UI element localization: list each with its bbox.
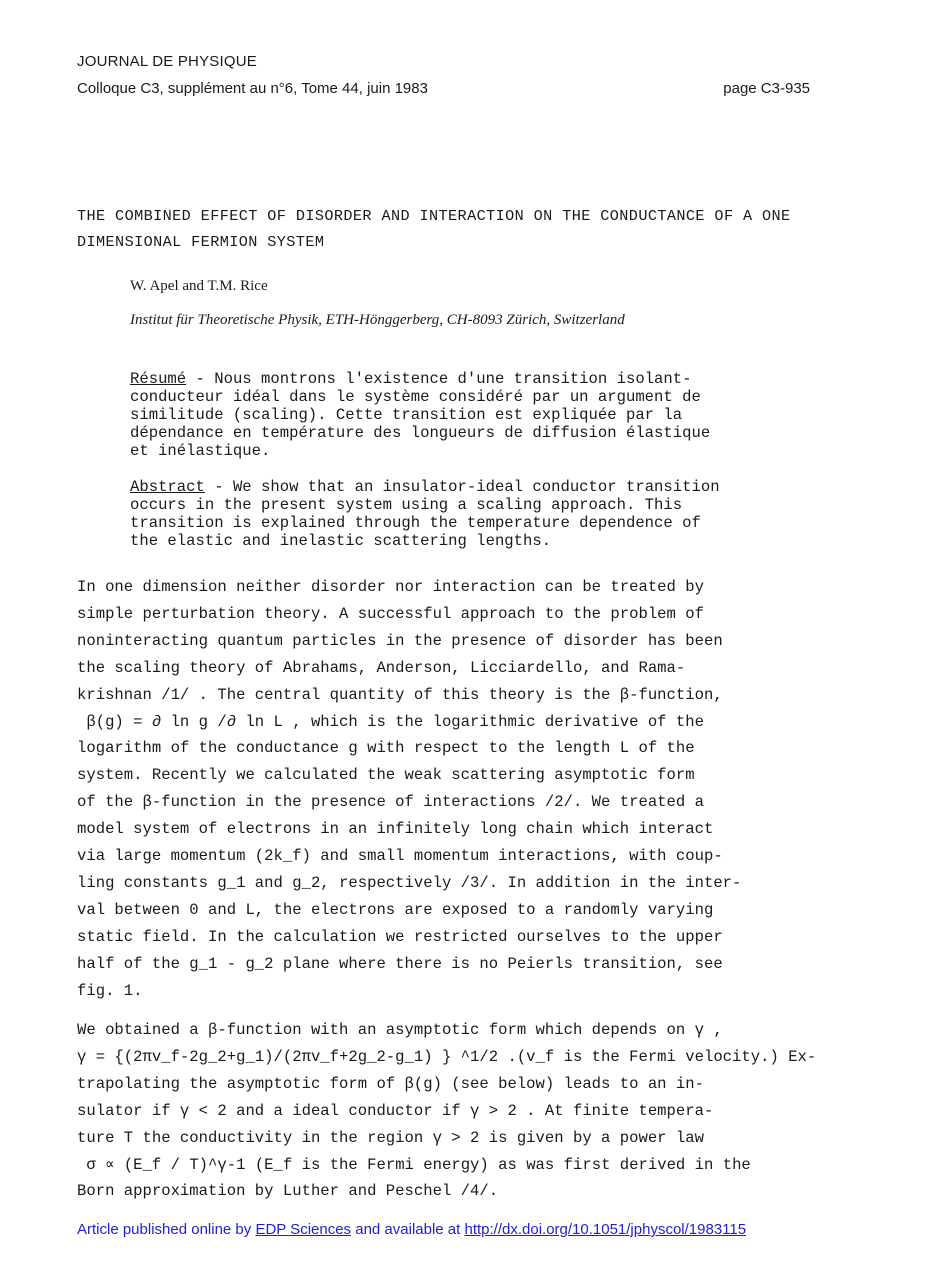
abstract-block [130, 478, 830, 550]
publisher-link[interactable]: EDP Sciences [255, 1221, 352, 1238]
affiliation: Institut für Theoretische Physik, ETH-Hönggerberg, CH-8093 Zürich, Switzerland [130, 312, 625, 328]
abstract-text: - We show that an insulator-ideal conductor transition occurs in the present system using a scaling approach. This transition is explained through the temperature dependence of the elastic and inelastic scattering lengths. [130, 478, 720, 550]
journal-name: JOURNAL DE PHYSIQUE [77, 53, 257, 70]
authors: W. Apel and T.M. Rice [130, 278, 268, 294]
paper-title: THE COMBINED EFFECT OF DISORDER AND INTERACTION ON THE CONDUCTANCE OF A ONE DIMENSIONAL FERMION SYSTEM [77, 207, 791, 251]
body-paragraph-1: In one dimension neither disorder nor interaction can be treated by simple perturbation theory. A successful approach to the problem of noninteracting quantum particles in the presence of disorder has been the scaling theory of Abrahams, Anderson, Licciardello, and Rama- krishnan /1/ . The central quantity of this theory is the β-function, β(g) = ∂ ln g /∂ ln L , which is the logarithmic derivative of the logarithm of the conductance g with respect to the length L of the system. Recently we calculated the weak scattering asymptotic form of the β-function in the presence of interactions /2/. We treated a model system of electrons in an infinitely long chain which interact via large momentum (2k_f) and small momentum interactions, with coup- ling constants g_1 and g_2, respectively /3/. In addition in the inter- val between 0 and L, the electrons are exposed to a randomly varying static field. In the calculation we restricted ourselves to the upper half of the g_1 - g_2 plane where there is no Peierls transition, see fig. 1. [77, 578, 742, 1000]
body-paragraph-2: We obtained a β-function with an asymptotic form which depends on γ , γ = {(2πv_f-2g_2+g_1)/(2πv_f+2g_2-g_1) } ^1/2 .(v_f is the Fermi velocity.) Ex- trapolating the asymptotic form of β(g) (see below) leads to an in- sulator if γ < 2 and a ideal conductor if γ > 2 . At finite tempera- ture T the conductivity in the region γ > 2 is given by a power law σ ∝ (E_f / T)^γ-1 (E_f is the Fermi energy) as was first derived in the Born approximation by Luther and Peschel /4/. [77, 1021, 817, 1201]
footer-middle: and available at [351, 1221, 465, 1238]
abstract-label: Abstract [130, 478, 205, 496]
page-number: page C3-935 [723, 80, 810, 97]
doi-link[interactable]: http://dx.doi.org/10.1051/jphyscol/1983115 [464, 1221, 747, 1238]
footer-prefix: Article published online by [77, 1221, 256, 1238]
resume-label: Résumé [130, 370, 187, 388]
footer-note [77, 1221, 746, 1238]
resume-text: - Nous montrons l'existence d'une transition isolant- conducteur idéal dans le système considéré par un argument de similitude (scaling). Cette transition est expliquée par la dépendance en température des longueurs de diffusion élastique et inélastique. [130, 370, 711, 460]
resume-block [130, 370, 830, 460]
issue-info: Colloque C3, supplément au n°6, Tome 44, juin 1983 [77, 80, 428, 97]
